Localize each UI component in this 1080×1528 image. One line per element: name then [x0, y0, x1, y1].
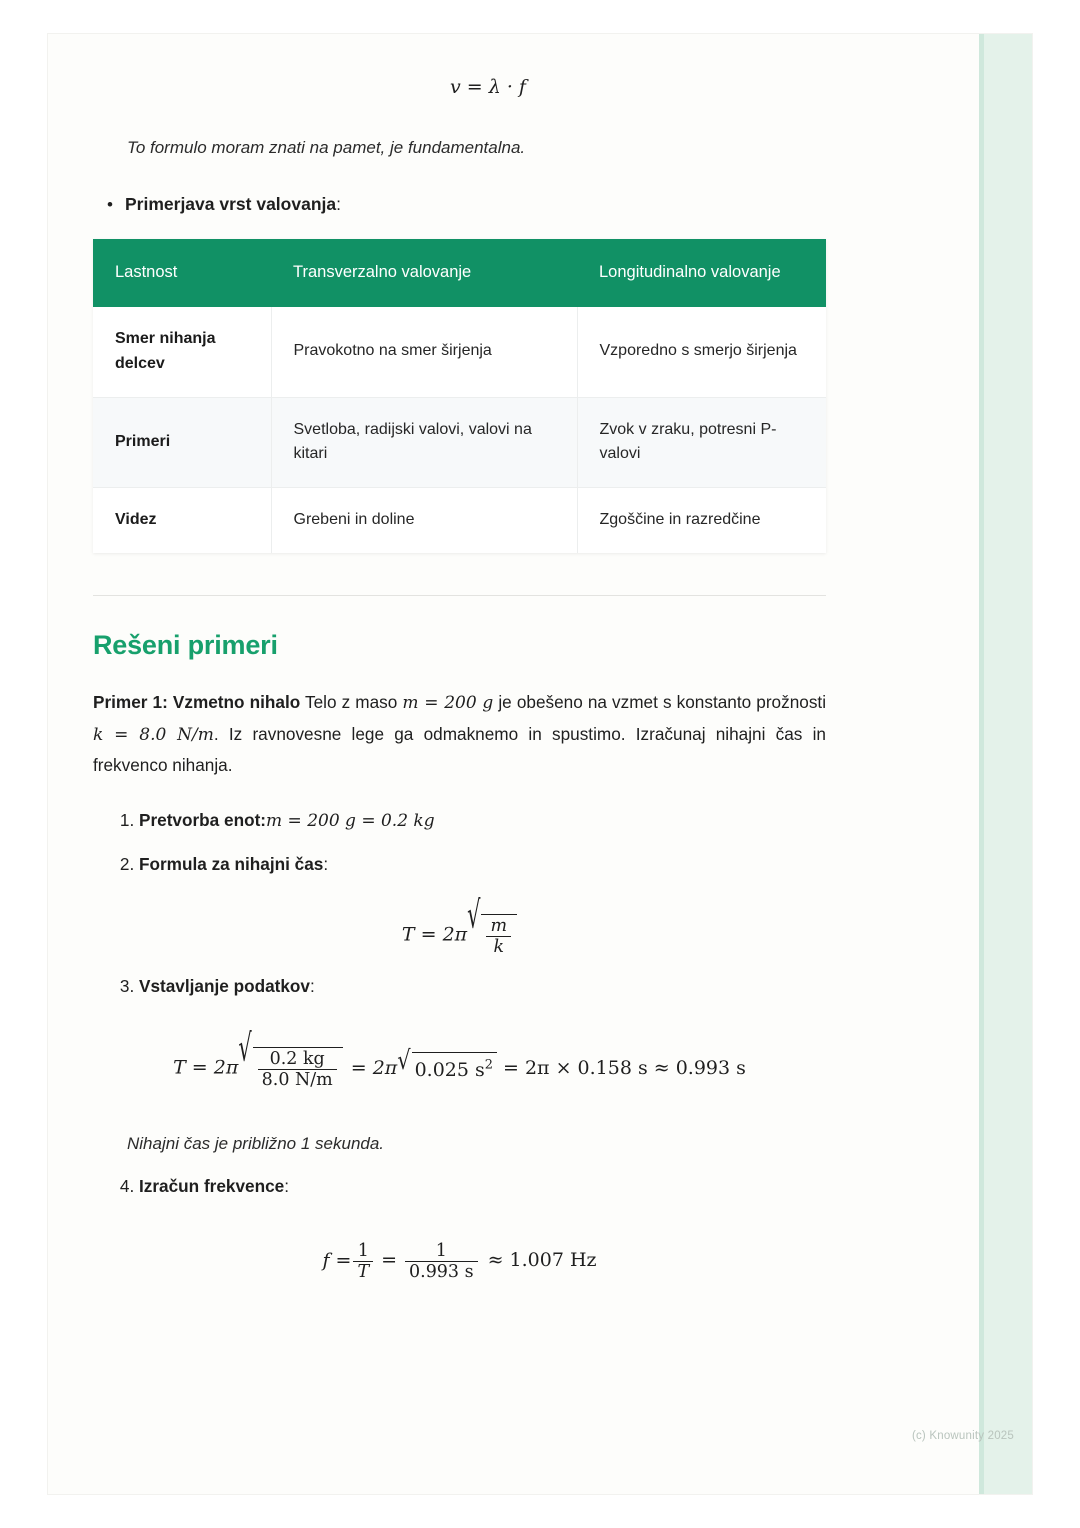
step-1-label: Pretvorba enot: [139, 809, 267, 830]
bullet-label: Primerjava vrst valovanja [125, 194, 337, 214]
table-cell-transverse: Svetloba, radijski valovi, valovi na kitari [271, 397, 577, 488]
step-2-label: Formula za nihajni čas [139, 853, 324, 874]
step-1-math: m = 200 g = 0.2 kg [266, 810, 435, 831]
formula-wave-speed: v = λ · f [450, 76, 526, 98]
example-label: Primer 1: Vzmetno nihalo [93, 691, 301, 712]
substitution-root2-exp: 2 [484, 1057, 493, 1073]
list-item-step-4 [139, 1173, 883, 1282]
table-header-row [93, 239, 826, 307]
wave-comparison-table [93, 239, 826, 553]
formula-substitution [93, 1026, 826, 1090]
sqrt-group [467, 893, 517, 958]
table-cell-transverse: Grebeni in doline [271, 488, 577, 553]
frequency-den1: T [353, 1261, 373, 1282]
table-cell-longitudinal: Zvok v zraku, potresni P-valovi [577, 397, 826, 488]
bullet-dot-icon: • [107, 195, 113, 214]
radical-icon: √ [467, 893, 481, 937]
note-formula-memorize: To formulo moram znati na pamet, je fundamentalna. [127, 138, 526, 157]
table-cell-longitudinal: Zgoščine in razredčine [577, 488, 826, 553]
bullet-compare-waves [107, 194, 883, 215]
document-content [93, 34, 883, 1298]
page-side-band [984, 34, 1032, 1494]
bullet-tail: : [336, 194, 341, 214]
table-cell-longitudinal: Vzporedno s smerjo širjenja [577, 307, 826, 397]
substitution-frac-den: 8.0 N/m [258, 1069, 337, 1090]
frequency-den2: 0.993 s [405, 1261, 478, 1282]
table-cell-property: Smer nihanja delcev [93, 307, 271, 397]
frequency-eq: = [381, 1249, 398, 1272]
step-2-tail: : [323, 853, 329, 874]
copyright-watermark: (c) Knowunity 2025 [911, 1430, 1014, 1442]
table-cell-transverse: Pravokotno na smer širjenja [271, 307, 577, 397]
step-3-tail: : [309, 976, 315, 997]
example-text-1: Telo z maso [305, 691, 398, 712]
solution-steps-list [93, 807, 883, 1282]
formula-period-den: k [486, 936, 511, 957]
formula-period [93, 893, 826, 958]
list-item-step-3 [127, 973, 883, 1157]
frequency-lhs: f = [322, 1249, 352, 1272]
table-header-cell: Transverzalno valovanje [271, 239, 577, 307]
frequency-result: ≈ 1.007 Hz [487, 1249, 597, 1272]
frequency-num2: 1 [435, 1240, 447, 1261]
example-math-mass: m = 200 g [402, 692, 494, 713]
table-header-cell: Lastnost [93, 239, 271, 307]
substitution-eq2: = 2π [350, 1056, 398, 1079]
table-row [93, 488, 826, 553]
section-title-solved-examples: Rešeni primeri [93, 629, 278, 660]
example-math-spring-constant: k = 8.0 N/m [93, 724, 214, 745]
example-text-3: . Iz ravnovesne lege ga odmaknemo in spustimo. Izračunaj nihajni čas in frekvenco nihanja. [93, 723, 826, 776]
step-4-tail: : [284, 1176, 289, 1197]
substitution-root2: 0.025 s [414, 1058, 485, 1081]
table-header-cell: Longitudinalno valovanje [577, 239, 826, 307]
step-3-label: Vstavljanje podatkov [139, 976, 310, 997]
table-row [93, 307, 826, 397]
sqrt-group [238, 1026, 342, 1090]
example-paragraph [93, 687, 826, 781]
example-text-2: je obešeno na vzmet s konstanto prožnosti [498, 691, 827, 712]
formula-period-num: m [490, 916, 508, 937]
document-page [48, 34, 1032, 1494]
step-4-label: Izračun frekvence [139, 1176, 285, 1197]
table-cell-property: Videz [93, 488, 271, 553]
table-cell-property: Primeri [93, 397, 271, 488]
substitution-eq3: = 2π × 0.158 s ≈ 0.993 s [503, 1056, 746, 1079]
list-item-step-2 [139, 851, 883, 958]
formula-period-lhs: T = 2π [401, 923, 468, 946]
frequency-num1: 1 [357, 1240, 369, 1261]
radical-icon: √ [397, 1045, 411, 1076]
section-divider [93, 595, 826, 596]
table-row [93, 397, 826, 488]
note-period-result: Nihajni čas je približno 1 sekunda. [127, 1134, 385, 1154]
substitution-frac-num: 0.2 kg [269, 1048, 325, 1069]
formula-frequency [93, 1241, 826, 1282]
sqrt-group-2 [397, 1045, 497, 1085]
radical-icon: √ [238, 1026, 252, 1070]
list-item-step-1 [139, 807, 883, 835]
substitution-lhs: T = 2π [173, 1056, 239, 1079]
